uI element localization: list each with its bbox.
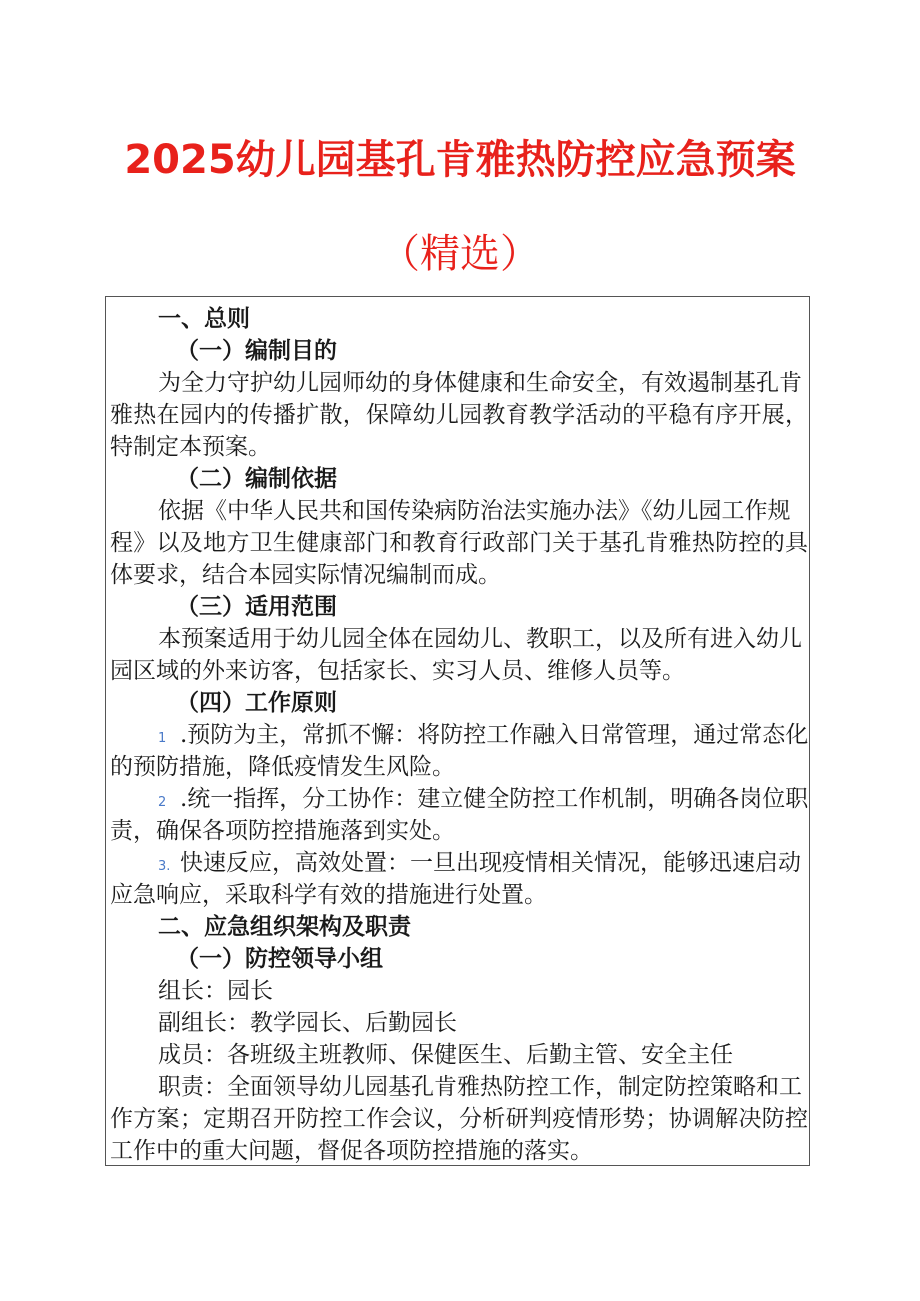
list-item-text: .统一指挥，分工协作：建立健全防控工作机制，明确各岗位职 — [180, 786, 809, 812]
section-heading-general: 一、总则 — [158, 306, 250, 332]
paragraph-line: 工作中的重大问题，督促各项防控措施的落实。 — [110, 1138, 593, 1164]
list-number: 1 — [158, 731, 167, 746]
paragraph-line: 园区域的外来访客，包括家长、实习人员、维修人员等。 — [110, 658, 685, 684]
list-number: 2 — [158, 795, 167, 810]
paragraph-line: 责，确保各项防控措施落到实处。 — [110, 818, 455, 844]
subsection-heading-leadership: （一）防控领导小组 — [176, 946, 383, 972]
list-item-text: 快速反应，高效处置：一旦出现疫情相关情况，能够迅速启动 — [180, 850, 801, 876]
subsection-heading-basis: （二）编制依据 — [176, 466, 337, 492]
list-item-text: .预防为主，常抓不懈：将防控工作融入日常管理，通过常态化 — [180, 722, 809, 748]
paragraph-line: 作方案；定期召开防控工作会议，分析研判疫情形势；协调解决防控 — [110, 1106, 808, 1132]
paragraph-line: 体要求，结合本园实际情况编制而成。 — [110, 562, 501, 588]
subsection-heading-principles: （四）工作原则 — [176, 690, 337, 716]
paragraph-line: 雅热在园内的传播扩散，保障幼儿园教育教学活动的平稳有序开展， — [110, 402, 808, 428]
list-item — [158, 847, 858, 879]
content-box — [105, 296, 810, 1166]
paragraph-line: 副组长：教学园长、后勤园长 — [158, 1010, 457, 1036]
paragraph-line: 为全力守护幼儿园师幼的身体健康和生命安全，有效遏制基孔肯 — [158, 370, 802, 396]
paragraph-line: 的预防措施，降低疫情发生风险。 — [110, 754, 455, 780]
document-title: 2025幼儿园基孔肯雅热防控应急预案 — [124, 137, 796, 183]
paragraph-line: 依据《中华人民共和国传染病防治法实施办法》《幼儿园工作规 — [158, 498, 791, 524]
paragraph-line: 特制定本预案。 — [110, 434, 271, 460]
subsection-heading-scope: （三）适用范围 — [176, 594, 337, 620]
paragraph-line: 职责：全面领导幼儿园基孔肯雅热防控工作，制定防控策略和工 — [158, 1074, 802, 1100]
list-item — [158, 783, 858, 815]
list-item — [158, 719, 858, 751]
subsection-heading-purpose: （一）编制目的 — [176, 338, 337, 364]
paragraph-line: 组长：园长 — [158, 978, 273, 1004]
section-heading-organization: 二、应急组织架构及职责 — [158, 914, 411, 940]
paragraph-line: 本预案适用于幼儿园全体在园幼儿、教职工，以及所有进入幼儿 — [158, 626, 802, 652]
paragraph-line: 应急响应，采取科学有效的措施进行处置。 — [110, 882, 547, 908]
list-number: 3. — [158, 859, 171, 874]
paragraph-line: 成员：各班级主班教师、保健医生、后勤主管、安全主任 — [158, 1042, 733, 1068]
document-subtitle: （精选） — [380, 231, 540, 277]
paragraph-line: 程》以及地方卫生健康部门和教育行政部门关于基孔肯雅热防控的具 — [110, 530, 808, 556]
